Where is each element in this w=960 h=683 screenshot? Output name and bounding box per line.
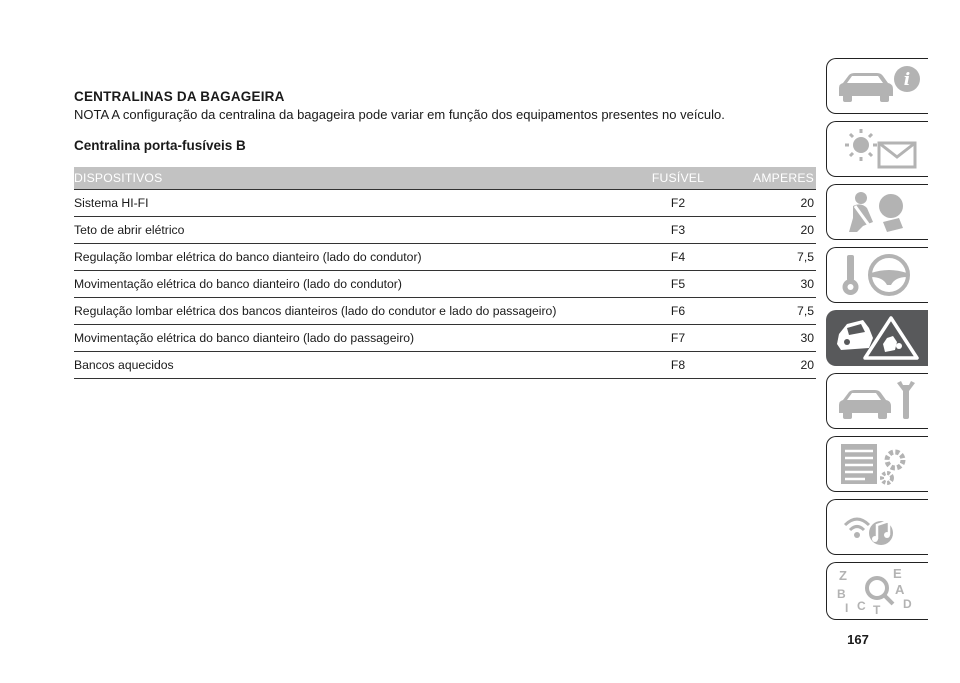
amperes-cell: 20 bbox=[728, 352, 816, 379]
index-letter: E bbox=[893, 566, 902, 581]
specifications-gear-icon bbox=[833, 440, 923, 488]
section-title: CENTRALINAS DA BAGAGEIRA bbox=[74, 89, 285, 104]
table-row bbox=[74, 271, 816, 298]
tab-maintenance[interactable] bbox=[826, 373, 928, 429]
amperes-cell: 20 bbox=[728, 217, 816, 244]
index-letter: B bbox=[837, 587, 846, 601]
table-row bbox=[74, 325, 816, 352]
amperes-cell: 30 bbox=[728, 271, 816, 298]
amperes-cell: 7,5 bbox=[728, 298, 816, 325]
tab-lights-messages[interactable] bbox=[826, 121, 928, 177]
amperes-cell: 30 bbox=[728, 325, 816, 352]
table-row bbox=[74, 190, 816, 217]
amperes-cell: 20 bbox=[728, 190, 816, 217]
index-letter: T bbox=[873, 603, 881, 614]
page-number: 167 bbox=[847, 632, 869, 647]
table-header-row bbox=[74, 167, 816, 190]
tab-car-info[interactable] bbox=[826, 58, 928, 114]
airbag-seatbelt-icon bbox=[833, 188, 923, 236]
index-letter: C bbox=[857, 599, 866, 613]
index-letter: A bbox=[895, 582, 905, 597]
device-cell: Movimentação elétrica do banco dianteiro (lado do condutor) bbox=[74, 271, 628, 298]
table-row bbox=[74, 244, 816, 271]
fuse-box-subtitle: Centralina porta-fusíveis B bbox=[74, 138, 246, 153]
index-letter: D bbox=[903, 597, 912, 611]
fuse-cell: F2 bbox=[628, 190, 728, 217]
page-content bbox=[74, 88, 816, 379]
lights-message-icon bbox=[833, 125, 923, 173]
fuse-cell: F4 bbox=[628, 244, 728, 271]
car-info-icon bbox=[833, 62, 923, 110]
svg-text:i: i bbox=[903, 70, 911, 90]
tab-multimedia[interactable] bbox=[826, 499, 928, 555]
emergency-warning-icon bbox=[833, 314, 923, 362]
header-devices: DISPOSITIVOS bbox=[74, 167, 628, 190]
key-steering-wheel-icon bbox=[833, 251, 923, 299]
fuse-cell: F7 bbox=[628, 325, 728, 352]
device-cell: Regulação lombar elétrica do banco dianteiro (lado do condutor) bbox=[74, 244, 628, 271]
configuration-note: NOTA A configuração da centralina da bagageira pode variar em função dos equipamentos presentes no veículo. bbox=[74, 107, 725, 122]
car-maintenance-icon bbox=[833, 377, 923, 425]
amperes-cell: 7,5 bbox=[728, 244, 816, 271]
tab-safety[interactable] bbox=[826, 184, 928, 240]
tab-emergency[interactable] bbox=[826, 310, 928, 366]
fuse-cell: F6 bbox=[628, 298, 728, 325]
device-cell: Bancos aquecidos bbox=[74, 352, 628, 379]
fuse-cell: F3 bbox=[628, 217, 728, 244]
tab-index[interactable] bbox=[826, 562, 928, 620]
device-cell: Teto de abrir elétrico bbox=[74, 217, 628, 244]
header-amperes: AMPERES bbox=[728, 167, 816, 190]
fuse-cell: F8 bbox=[628, 352, 728, 379]
table-row bbox=[74, 352, 816, 379]
header-fuse: FUSÍVEL bbox=[628, 167, 728, 190]
alphabetical-index-icon bbox=[833, 566, 923, 614]
tab-specifications[interactable] bbox=[826, 436, 928, 492]
table-row bbox=[74, 298, 816, 325]
device-cell: Regulação lombar elétrica dos bancos dianteiros (lado do condutor e lado do passageiro) bbox=[74, 298, 628, 325]
table-row bbox=[74, 217, 816, 244]
device-cell: Sistema HI-FI bbox=[74, 190, 628, 217]
multimedia-icon bbox=[833, 503, 923, 551]
index-letter: I bbox=[845, 601, 849, 614]
tab-starting-driving[interactable] bbox=[826, 247, 928, 303]
index-letter: Z bbox=[839, 568, 847, 583]
fuse-table bbox=[74, 167, 816, 379]
device-cell: Movimentação elétrica do banco dianteiro (lado do passageiro) bbox=[74, 325, 628, 352]
fuse-cell: F5 bbox=[628, 271, 728, 298]
